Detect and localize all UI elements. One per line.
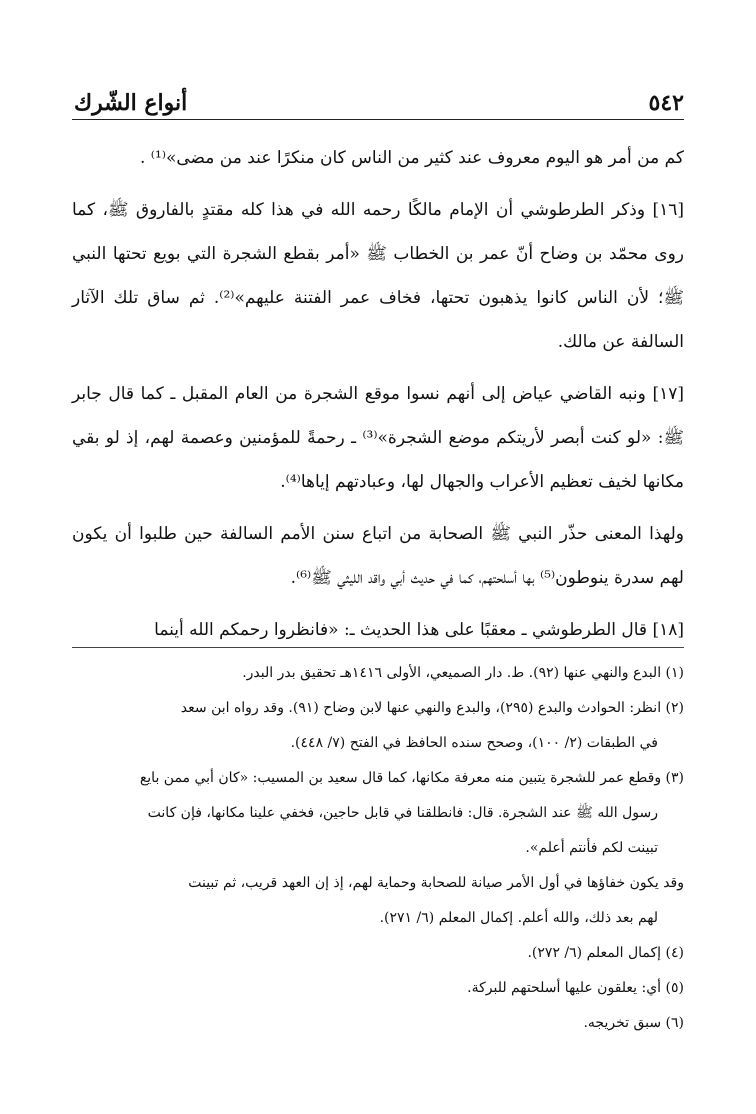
paragraph-1: كم من أمر هو اليوم معروف عند كثير من الناس كان منكرًا عند من مضى»⁽¹⁾ . <box>140 148 684 168</box>
footnote-1: (١) البدع والنهي عنها (٩٢). ط. دار الصميعي، الأولى ١٤١٦هـ تحقيق بدر البدر. <box>242 665 684 681</box>
footnote-3-line-3: تبينت لكم فأنتم أعلم». <box>525 840 658 856</box>
paragraph-18: [١٨] قال الطرطوشي ـ معقبًا على هذا الحديث ـ: «فانظروا رحمكم الله أينما <box>154 620 684 640</box>
footnote-4: (٤) إكمال المعلم (٦/ ٢٧٢). <box>527 945 684 961</box>
footnote-5: (٥) أي: يعلقون عليها أسلحتهم للبركة. <box>467 980 684 996</box>
footnotes <box>72 656 684 1041</box>
header-rule <box>72 119 684 120</box>
footnote-3-line-2: رسول الله ﷺ عند الشجرة. قال: فانطلقنا في قابل حاجين، فخفي علينا مكانها، فإن كانت <box>147 805 658 821</box>
footnote-3: (٣) وقطع عمر للشجرة يتبين منه معرفة مكانها، كما قال سعيد بن المسيب: «كان أبي ممن بايع <box>139 770 684 786</box>
paragraph-16: [١٦] وذكر الطرطوشي أن الإمام مالكًا رحمه الله في هذا كله مقتدٍ بالفاروق ﷺ، كما روى محمّد بن وضاح أنّ عمر بن الخطاب ﷺ «أمر بقطع الشجرة التي بويع تحتها النبي ﷺ؛ لأن الناس كانوا يذهبون تحتها، فخاف عمر الفتنة عليهم»⁽²⁾. ثم ساق تلك الآثار السالفة عن مالك. <box>72 200 684 352</box>
footnote-3-note-continued: لهم بعد ذلك، والله أعلم. إكمال المعلم (٦/ ٢٧١). <box>379 910 658 926</box>
footnote-3-note: وقد يكون خفاؤها في أول الأمر صيانة للصحابة وحماية لهم، إذ إن العهد قريب، ثم تبينت <box>188 875 684 891</box>
running-title: أنواع الشّرك <box>74 90 188 116</box>
paragraph-17: [١٧] ونبه القاضي عياض إلى أنهم نسوا موقع الشجرة من العام المقبل ـ كما قال جابر ﷺ: «لو كنت أبصر لأريتكم موضع الشجرة»⁽³⁾ ـ رحمةً للمؤمنين وعصمة لهم، إذ لو بقي مكانها لخيف تعظيم الأعراب والجهال لها، وعبادتهم إياها⁽⁴⁾. <box>72 384 684 492</box>
footnote-2: (٢) انظر: الحوادث والبدع (٢٩٥)، والبدع والنهي عنها لابن وضاح (٩١). وقد رواه ابن سعد <box>180 700 684 716</box>
footnote-2-continued: في الطبقات (٢/ ١٠٠)، وصحح سنده الحافظ في الفتح (٧/ ٤٤٨). <box>290 735 658 751</box>
footnote-separator <box>72 647 684 648</box>
page-header <box>74 82 684 116</box>
footnote-6: (٦) سبق تخريجه. <box>583 1015 684 1031</box>
paragraph-17-continued: ولهذا المعنى حذّر النبي ﷺ الصحابة من اتباع سنن الأمم السالفة حين طلبوا أن يكون لهم سدرة ينوطون⁽⁵⁾ بها أسلحتهم، كما في حديث أبي واقد الليثي ﷺ⁽⁶⁾. <box>72 524 684 588</box>
page-number: ٥٤٢ <box>648 90 684 116</box>
main-text <box>72 136 684 660</box>
